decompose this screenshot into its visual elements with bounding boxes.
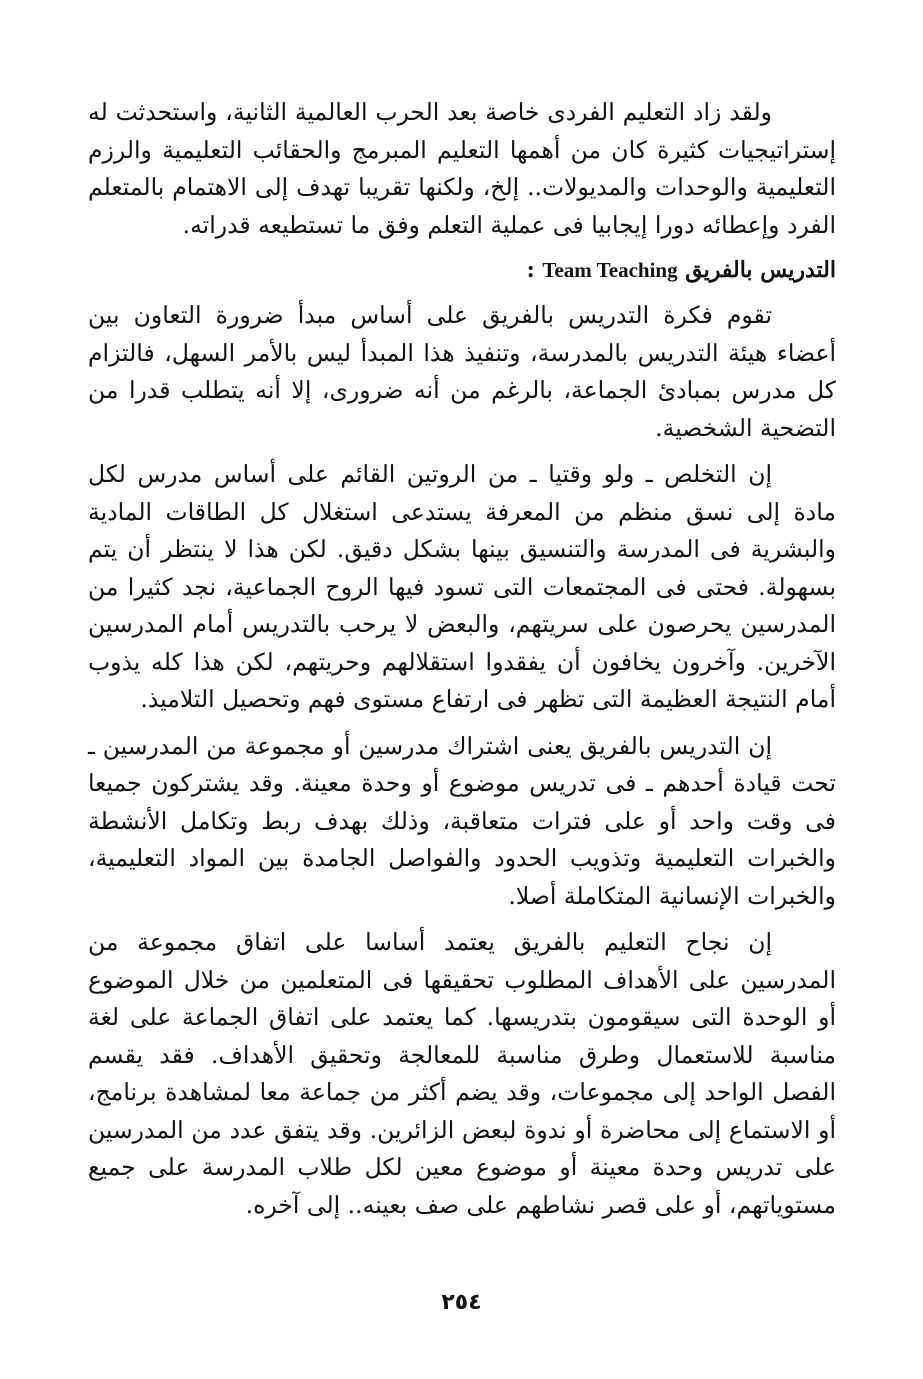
section-heading	[88, 253, 836, 287]
page-number: ٢٥٤	[441, 1290, 482, 1315]
heading-colon: :	[526, 257, 535, 283]
heading-english: Team Teaching	[542, 258, 678, 282]
paragraph-routine: إن التخلص ـ ولو وقتيا ـ من الروتين القائم على أساس مدرس لكل مادة إلى نسق منظم من المعرفة يستدعى استغلال كل الطاقات المادية والبشرية فى المدرسة والتنسيق بينها بشكل دقيق. لكن هذا لا ينتظر أن يتم بسهولة. فحتى فى المجتمعات التى تسود فيها الروح الجماعية، نجد كثيرا من المدرسين يحرصون على سريتهم، والبعض لا يرحب بالتدريس أمام المدرسين الآخرين. وآخرون يخافون أن يفقدوا استقلالهم وحريتهم، لكن هذا كله يذوب أمام النتيجة العظيمة التى تظهر فى ارتفاع مستوى فهم وتحصيل التلاميذ.	[88, 460, 836, 713]
heading-arabic: التدريس بالفريق	[685, 257, 836, 283]
paragraph-team-teaching-concept: تقوم فكرة التدريس بالفريق على أساس مبدأ ضرورة التعاون بين أعضاء هيئة التدريس بالمدرسة، وتنفيذ هذا المبدأ ليس بالأمر السهل، فالتزام كل مدرس بمبادئ الجماعة، بالرغم من أنه ضرورى، إلا أنه يتطلب قدرا من التضحية الشخصية.	[88, 301, 836, 442]
paragraph-individual-learning: ولقد زاد التعليم الفردى خاصة بعد الحرب العالمية الثانية، واستحدثت له إستراتيجيات كثيرة كان من أهمها التعليم المبرمج والحقائب التعليمية والرزم التعليمية والوحدات والمديولات.. إلخ، ولكنها تقريبا تهدف إلى الاهتمام بالمتعلم الفرد وإعطائه دورا إيجابيا فى عملية التعلم وفق ما تستطيعه قدراته.	[88, 98, 836, 239]
page-body	[88, 94, 836, 1224]
paragraph-definition: إن التدريس بالفريق يعنى اشتراك مدرسين أو مجموعة من المدرسين ـ تحت قيادة أحدهم ـ فى تدريس موضوع أو وحدة معينة. وقد يشتركون جميعا فى وقت واحد أو على فترات متعاقبة، وذلك بهدف ربط وتكامل الأنشطة والخبرات التعليمية وتذويب الحدود والفواصل الجامدة بين المواد التعليمية، والخبرات الإنسانية المتكاملة أصلا.	[88, 731, 836, 910]
paragraph-success: إن نجاح التعليم بالفريق يعتمد أساسا على اتفاق مجموعة من المدرسين على الأهداف المطلوب تحقيقها فى المتعلمين من خلال الموضوع أو الوحدة التى سيقومون بتدريسها. كما يعتمد على اتفاق الجماعة على لغة مناسبة للاستعمال وطرق مناسبة للمعالجة وتحقيق الأهداف. فقد يقسم الفصل الواحد إلى مجموعات، وقد يضم أكثر من جماعة معا لمشاهدة برنامج، أو الاستماع إلى محاضرة أو ندوة لبعض الزائرين. وقد يتفق عدد من المدرسين على تدريس وحدة معينة أو موضوع معين لكل طلاب المدرسة على جميع مستوياتهم، أو على قصر نشاطهم على صف بعينه.. إلى آخره.	[88, 928, 836, 1219]
